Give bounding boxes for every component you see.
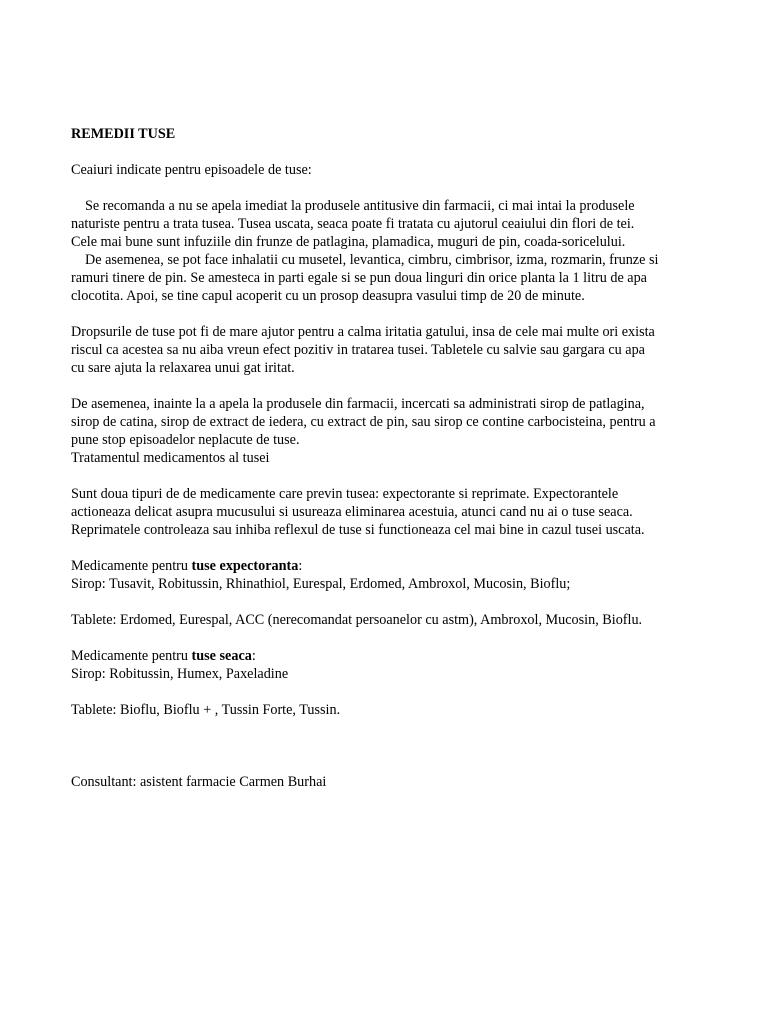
intro-line: Ceaiuri indicate pentru episoadele de tuse: bbox=[71, 162, 312, 178]
document-page bbox=[71, 125, 711, 809]
paragraph-syrups bbox=[71, 395, 711, 467]
paragraph-drops bbox=[71, 323, 711, 377]
section-subheading: Tratamentul medicamentos al tusei bbox=[71, 450, 270, 466]
text-line: sirop de catina, sirop de extract de iedera, cu extract de pin, sau sirop ce contine carbocisteina, pentru a bbox=[71, 414, 656, 430]
dry-cough-syrups: Sirop: Robitussin, Humex, Paxeladine bbox=[71, 666, 289, 682]
text-line: naturiste pentru a trata tusea. Tusea uscata, seaca poate fi tratata cu ajutorul ceaiului din flori de tei. bbox=[71, 216, 635, 232]
text-line: Se recomanda a nu se apela imediat la produsele antitusive din farmacii, ci mai intai la produsele bbox=[85, 198, 635, 214]
expectorant-tablets: Tablete: Erdomed, Eurespal, ACC (nerecomandat persoanelor cu astm), Ambroxol, Mucosin, Bioflu. bbox=[71, 612, 643, 628]
text-line: ramuri tinere de pin. Se amesteca in parti egale si se pun doua linguri din orice planta la 1 litru de apa bbox=[71, 270, 647, 286]
text-line: Dropsurile de tuse pot fi de mare ajutor pentru a calma iritatia gatului, insa de cele mai multe ori exista bbox=[71, 324, 655, 340]
heading-bold: tuse expectoranta bbox=[191, 558, 299, 574]
heading-suffix: : bbox=[298, 558, 303, 574]
text-line: cu sare ajuta la relaxarea unui gat iritat. bbox=[71, 360, 295, 376]
dry-cough-tablets: Tablete: Bioflu, Bioflu + , Tussin Forte, Tussin. bbox=[71, 702, 341, 718]
expectorant-heading bbox=[71, 557, 711, 575]
text-line: De asemenea, inainte la a apela la produsele din farmacii, incercati sa administrati sirop de patlagina, bbox=[71, 396, 645, 412]
heading-prefix: Medicamente pentru bbox=[71, 558, 192, 574]
paragraph-inhalations bbox=[71, 251, 711, 305]
text-line: clocotita. Apoi, se tine capul acoperit cu un prosop deasupra vasului timp de 20 de minute. bbox=[71, 288, 585, 304]
text-line: actioneaza delicat asupra mucusului si usureaza eliminarea acestuia, atunci cand nu ai o tuse seaca. bbox=[71, 504, 633, 520]
text-line: De asemenea, se pot face inhalatii cu musetel, levantica, cimbru, cimbrisor, izma, rozmarin, frunze si bbox=[85, 252, 659, 268]
paragraph-herbal-teas bbox=[71, 197, 711, 251]
consultant-signature: Consultant: asistent farmacie Carmen Burhai bbox=[71, 774, 327, 790]
text-line: Cele mai bune sunt infuziile din frunze de patlagina, plamadica, muguri de pin, coada-soricelului. bbox=[71, 234, 626, 250]
heading-suffix: : bbox=[251, 648, 256, 664]
document-title: REMEDII TUSE bbox=[71, 126, 176, 142]
text-line: Reprimatele controleaza sau inhiba reflexul de tuse si functioneaza cel mai bine in cazul tusei uscata. bbox=[71, 522, 645, 538]
dry-cough-section bbox=[71, 647, 711, 683]
heading-bold: tuse seaca bbox=[191, 648, 252, 664]
paragraph-medication-types bbox=[71, 485, 711, 539]
text-line: riscul ca acestea sa nu aiba vreun efect pozitiv in tratarea tusei. Tabletele cu salvie sau gargara cu apa bbox=[71, 342, 645, 358]
text-line: Sunt doua tipuri de de medicamente care previn tusea: expectorante si reprimate. Expectorantele bbox=[71, 486, 619, 502]
expectorant-section bbox=[71, 557, 711, 593]
expectorant-syrups: Sirop: Tusavit, Robitussin, Rhinathiol, Eurespal, Erdomed, Ambroxol, Mucosin, Bioflu; bbox=[71, 576, 571, 592]
heading-prefix: Medicamente pentru bbox=[71, 648, 192, 664]
text-line: pune stop episoadelor neplacute de tuse. bbox=[71, 432, 300, 448]
dry-cough-heading bbox=[71, 647, 711, 665]
